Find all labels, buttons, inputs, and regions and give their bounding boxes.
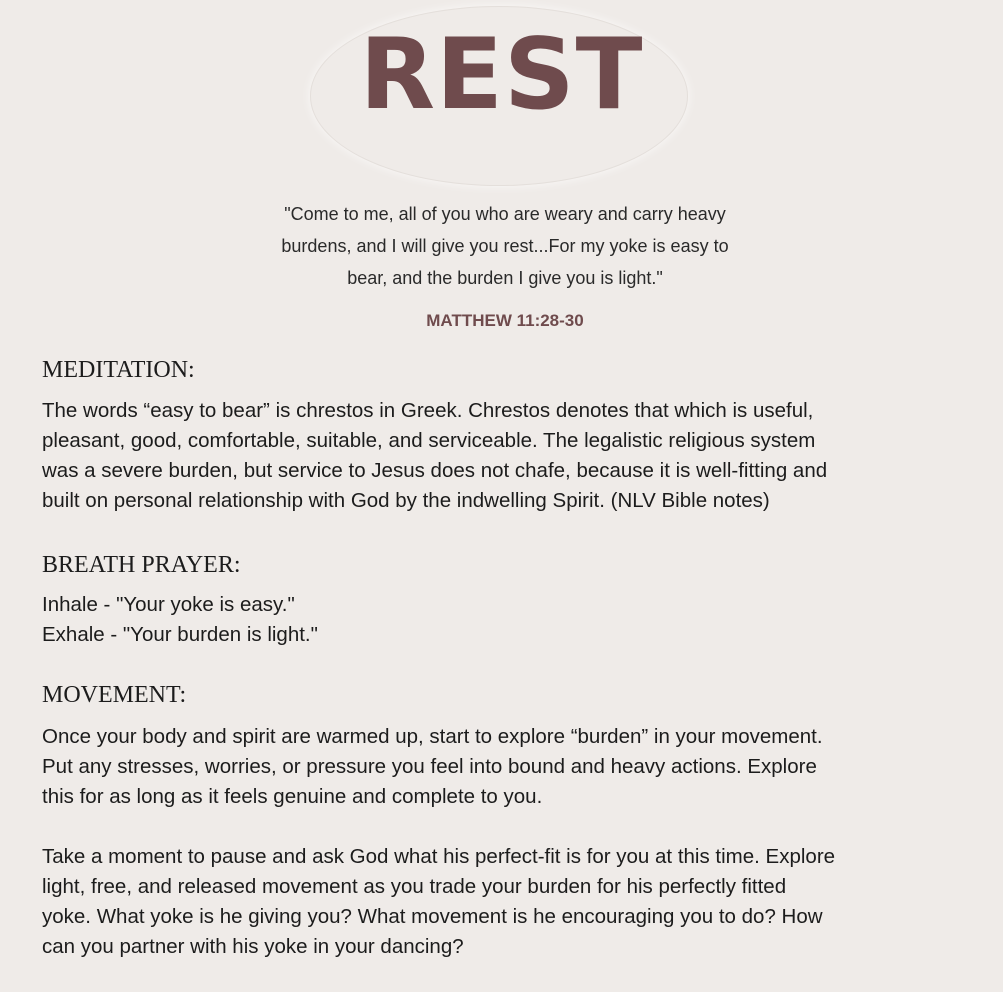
meditation-line: pleasant, good, comfortable, suitable, and serviceable. The legalistic religious system bbox=[42, 429, 816, 452]
movement-paragraph-1 bbox=[42, 722, 982, 812]
scripture-reference: MATTHEW 11:28-30 bbox=[426, 311, 584, 330]
breath-prayer-heading: BREATH PRAYER: bbox=[42, 552, 241, 578]
meditation-line: built on personal relationship with God by the indwelling Spirit. (NLV Bible notes) bbox=[42, 489, 770, 512]
meditation-line: The words “easy to bear” is chrestos in Greek. Chrestos denotes that which is useful, bbox=[42, 399, 814, 422]
quote-line: burdens, and I will give you rest...For my yoke is easy to bbox=[281, 236, 729, 256]
movement-line: Take a moment to pause and ask God what his perfect-fit is for you at this time. Explore bbox=[42, 845, 836, 868]
movement-line: light, free, and released movement as you trade your burden for his perfectly fitted bbox=[42, 875, 787, 898]
movement-paragraph-2 bbox=[42, 842, 982, 962]
scripture-quote bbox=[220, 198, 790, 294]
meditation-text bbox=[42, 396, 982, 516]
quote-line: "Come to me, all of you who are weary and carry heavy bbox=[284, 204, 726, 224]
breath-prayer-text bbox=[42, 590, 982, 650]
movement-line: Put any stresses, worries, or pressure you feel into bound and heavy actions. Explore bbox=[42, 755, 817, 778]
quote-line: bear, and the burden I give you is light." bbox=[347, 268, 663, 288]
movement-heading: MOVEMENT: bbox=[42, 682, 187, 708]
meditation-heading: MEDITATION: bbox=[42, 357, 195, 383]
movement-line: Once your body and spirit are warmed up, start to explore “burden” in your movement. bbox=[42, 725, 823, 748]
movement-line: yoke. What yoke is he giving you? What movement is he encouraging you to do? How bbox=[42, 905, 823, 928]
page-title: REST bbox=[359, 18, 644, 132]
meditation-line: was a severe burden, but service to Jesus does not chafe, because it is well-fitting and bbox=[42, 459, 828, 482]
movement-line: this for as long as it feels genuine and complete to you. bbox=[42, 785, 543, 808]
movement-line: can you partner with his yoke in your dancing? bbox=[42, 935, 464, 958]
breath-prayer-line: Inhale - "Your yoke is easy." bbox=[42, 593, 295, 616]
breath-prayer-line: Exhale - "Your burden is light." bbox=[42, 623, 318, 646]
